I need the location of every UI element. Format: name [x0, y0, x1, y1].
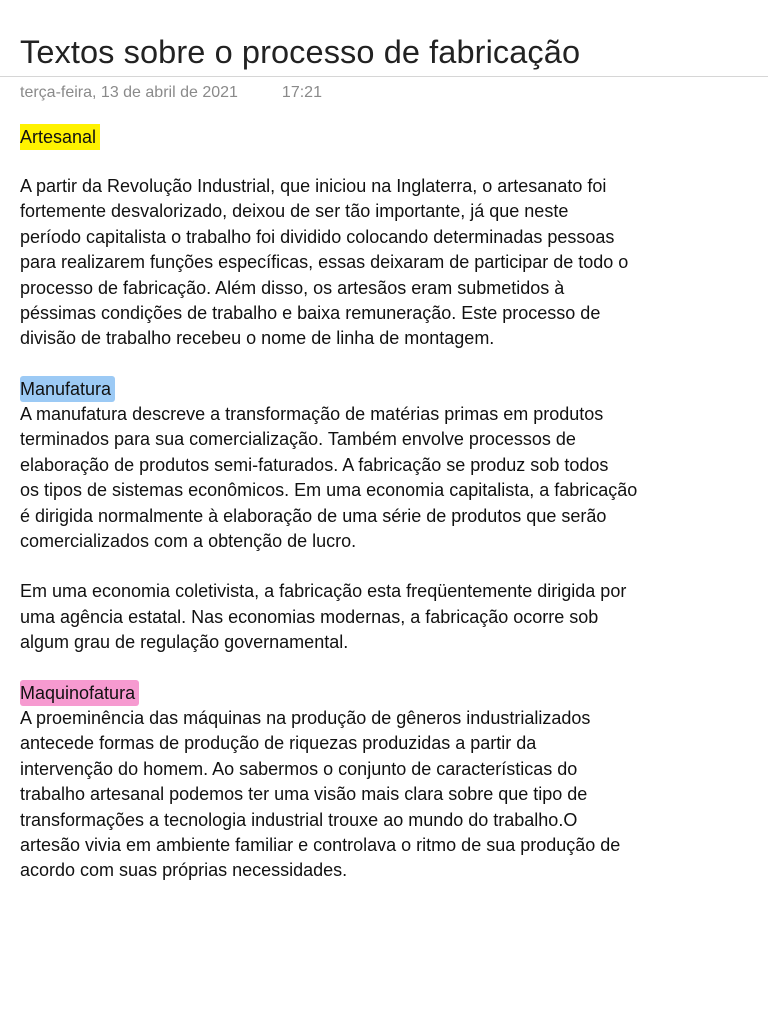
- paragraph[interactable]: [20, 402, 760, 554]
- note-timestamp: [20, 82, 322, 104]
- section-heading-manufatura[interactable]: Manufatura: [20, 376, 115, 402]
- text-line: algum grau de regulação governamental.: [20, 632, 349, 653]
- section-heading-artesanal[interactable]: Artesanal: [20, 124, 100, 150]
- text-line: período capitalista o trabalho foi dividido colocando determinadas pessoas: [20, 226, 615, 247]
- text-line: intervenção do homem. Ao sabermos o conjunto de características do: [20, 758, 578, 779]
- text-line: Em uma economia coletivista, a fabricação esta freqüentemente dirigida por: [20, 581, 627, 602]
- paragraph[interactable]: [20, 174, 760, 352]
- paragraph[interactable]: [20, 579, 760, 655]
- section-heading-maquinofatura[interactable]: Maquinofatura: [20, 680, 139, 706]
- section-artesanal[interactable]: [20, 124, 760, 352]
- text-line: A proeminência das máquinas na produção de gêneros industrializados: [20, 708, 591, 728]
- note-time: 17:21: [281, 84, 322, 101]
- text-line: trabalho artesanal podemos ter uma visão mais clara sobre que tipo de: [20, 784, 588, 805]
- text-line: elaboração de produtos semi-faturados. A fabricação se produz sob todos: [20, 454, 609, 475]
- page-title[interactable]: Textos sobre o processo de fabricação: [20, 34, 581, 70]
- text-line: acordo com suas próprias necessidades.: [20, 860, 348, 881]
- text-line: é dirigida normalmente à elaboração de uma série de produtos que serão: [20, 505, 607, 526]
- text-line: antecede formas de produção de riquezas produzidas a partir da: [20, 733, 537, 754]
- note-date: terça-feira, 13 de abril de 2021: [20, 84, 238, 101]
- text-line: os tipos de sistemas econômicos. Em uma economia capitalista, a fabricação: [20, 480, 638, 501]
- text-line: para realizarem funções específicas, essas deixaram de participar de todo o: [20, 252, 629, 273]
- title-divider: [0, 76, 768, 77]
- text-line: fortemente desvalorizado, deixou de ser tão importante, já que neste: [20, 201, 569, 222]
- text-line: artesão vivia em ambiente familiar e controlava o ritmo de sua produção de: [20, 835, 621, 856]
- text-line: terminados para sua comercialização. Também envolve processos de: [20, 429, 576, 450]
- text-line: divisão de trabalho recebeu o nome de linha de montagem.: [20, 328, 495, 349]
- text-line: A partir da Revolução Industrial, que iniciou na Inglaterra, o artesanato foi: [20, 176, 607, 196]
- text-line: comercializados com a obtenção de lucro.: [20, 531, 357, 552]
- text-line: uma agência estatal. Nas economias modernas, a fabricação ocorre sob: [20, 606, 599, 627]
- section-manufatura[interactable]: [20, 376, 760, 656]
- text-line: processo de fabricação. Além disso, os artesãos eram submetidos à: [20, 277, 565, 298]
- text-line: A manufatura descreve a transformação de matérias primas em produtos: [20, 404, 604, 424]
- text-line: péssimas condições de trabalho e baixa remuneração. Este processo de: [20, 303, 601, 324]
- text-line: transformações a tecnologia industrial trouxe ao mundo do trabalho.O: [20, 809, 578, 830]
- section-maquinofatura[interactable]: [20, 680, 760, 884]
- paragraph[interactable]: [20, 706, 760, 884]
